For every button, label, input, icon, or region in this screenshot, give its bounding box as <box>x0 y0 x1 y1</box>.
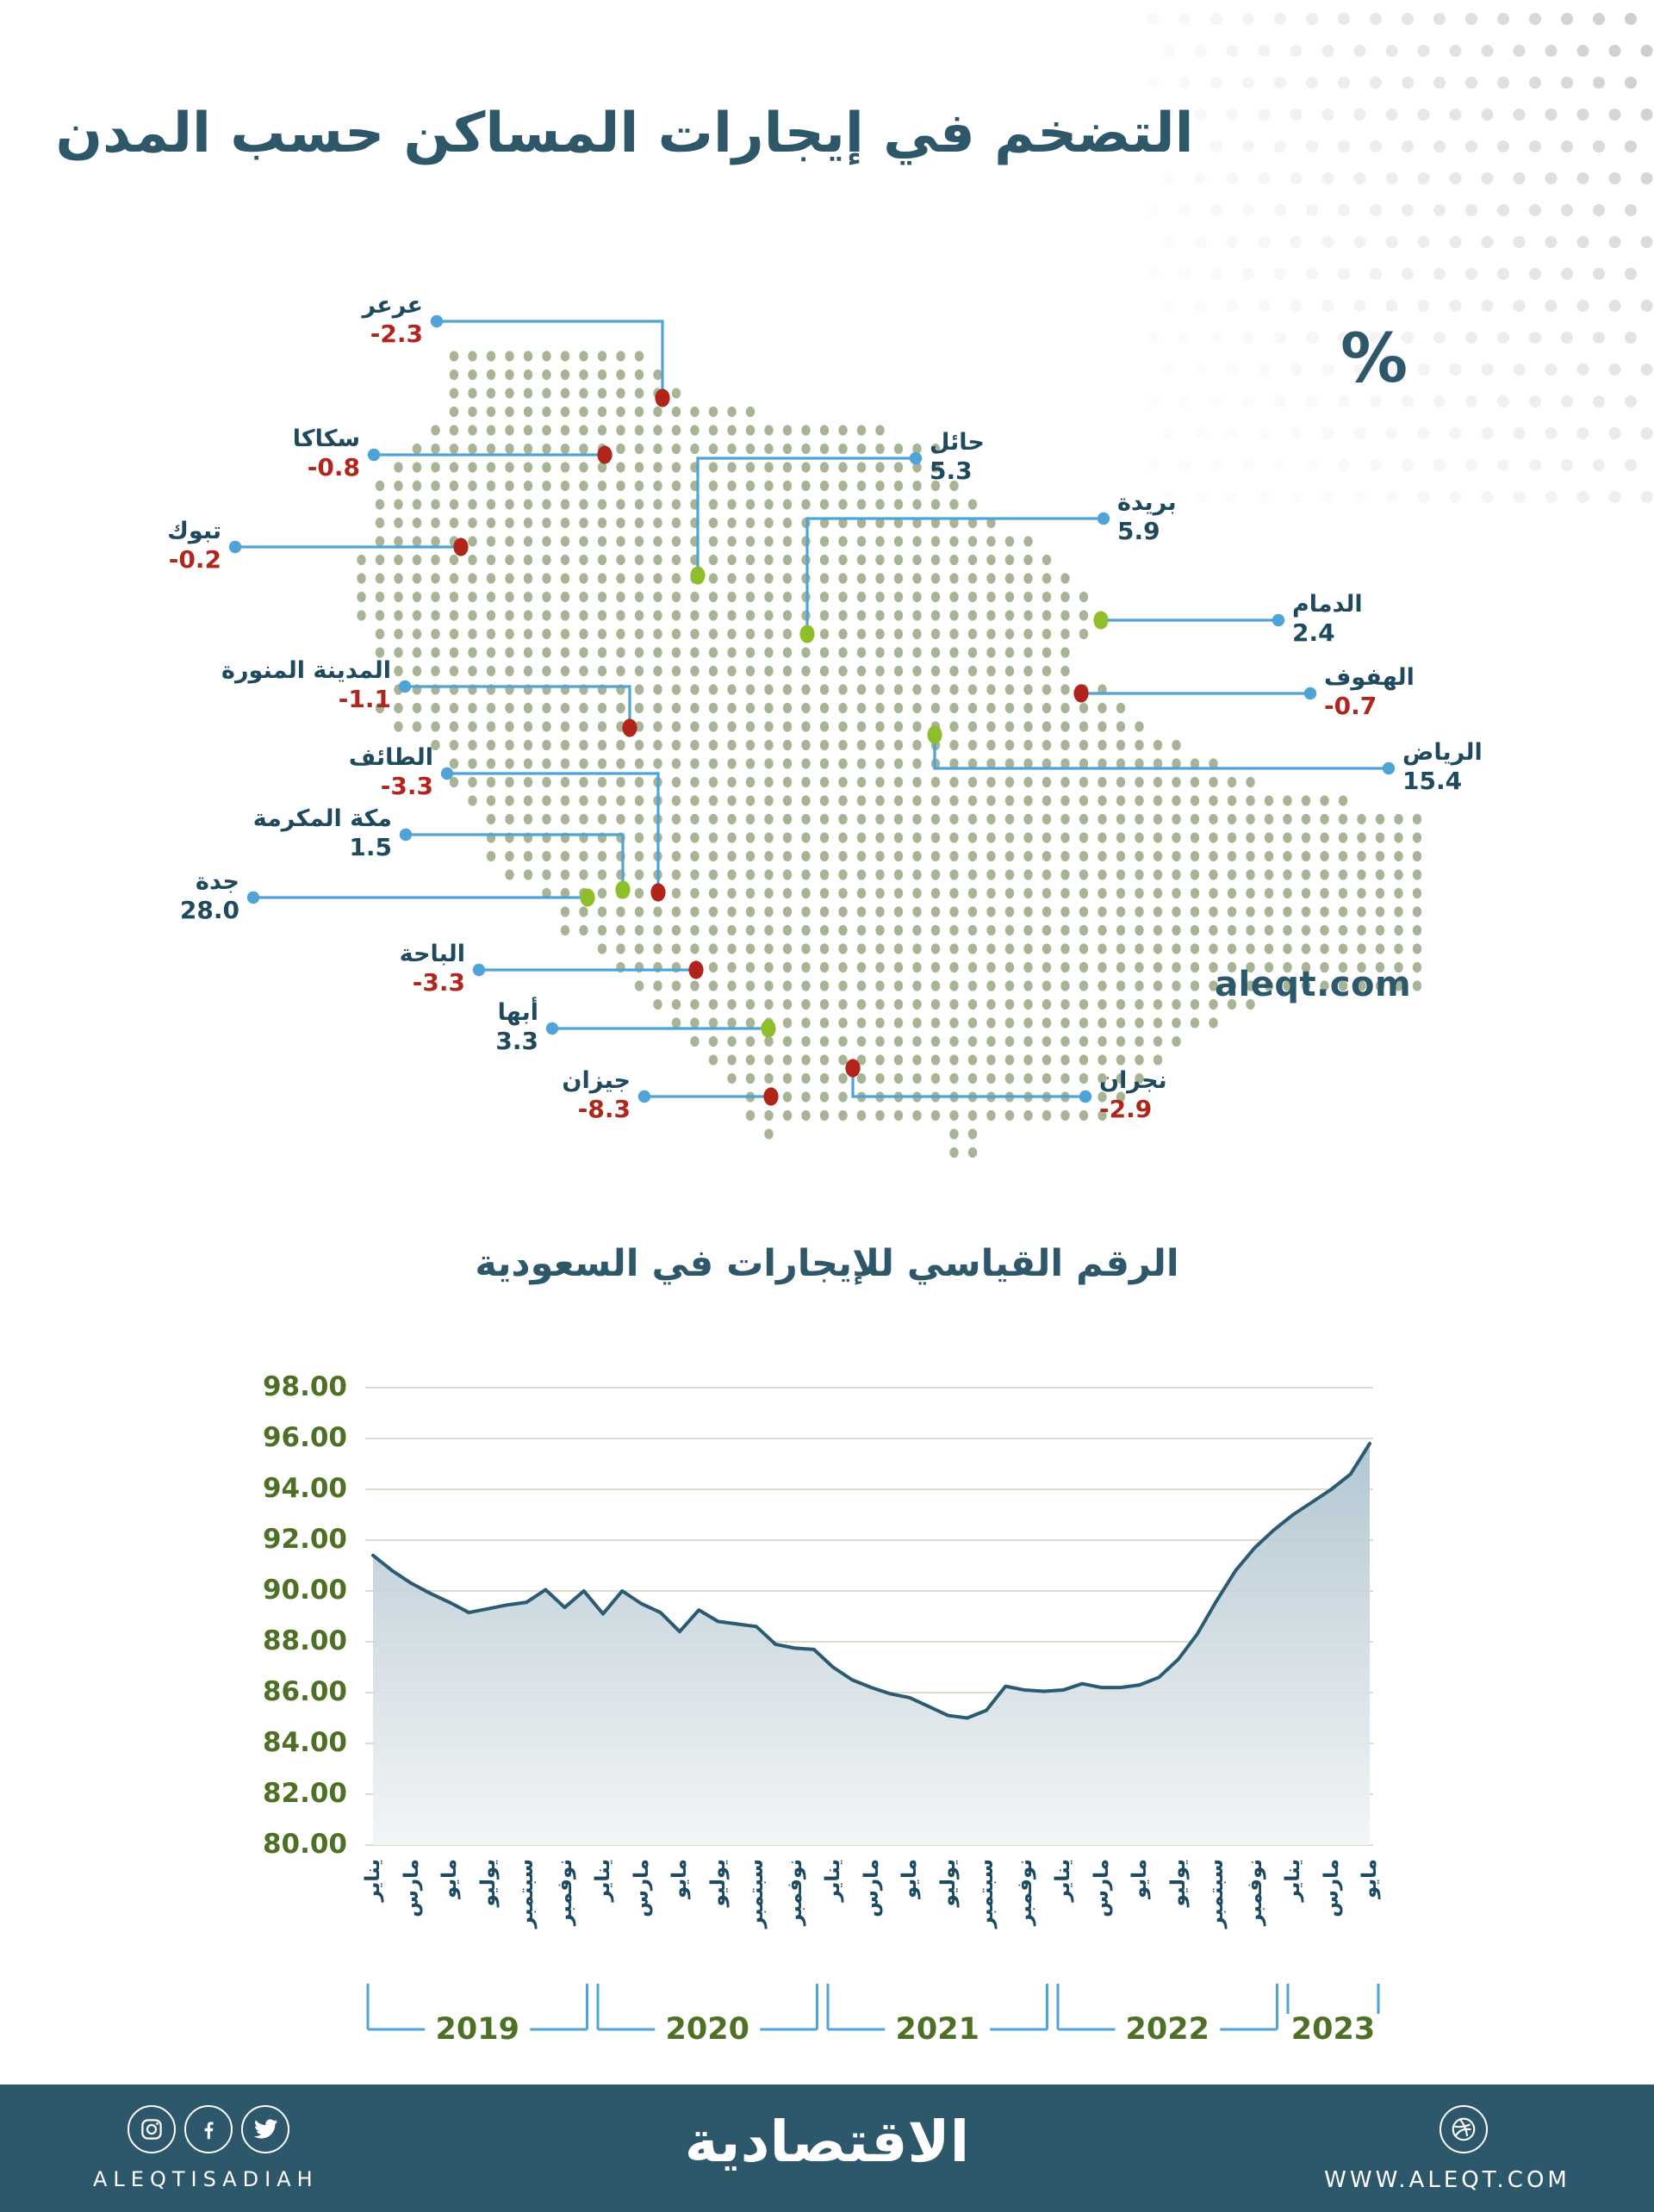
city-value: -2.9 <box>1099 1095 1153 1123</box>
halftone-corner-pattern <box>1147 13 1653 503</box>
city-value: -0.7 <box>1324 692 1377 720</box>
city-label <box>1324 663 1415 720</box>
city-label <box>562 1066 631 1123</box>
month-label: سبتمبر <box>745 1859 768 1929</box>
y-axis-tick: 98.00 <box>262 1371 347 1402</box>
month-label: مايو <box>1359 1859 1381 1898</box>
twitter-glyph <box>252 2116 278 2142</box>
y-axis-tick: 96.00 <box>262 1422 347 1453</box>
label-dot-9 <box>441 767 453 780</box>
city-name: حائل <box>930 429 985 456</box>
city-value: 1.5 <box>349 833 392 861</box>
dribbble-icon[interactable] <box>1439 2105 1488 2153</box>
area-fill <box>373 1444 1370 1845</box>
footer-bar <box>0 2085 1654 2212</box>
city-name: نجران <box>1099 1067 1167 1094</box>
city-label <box>1402 738 1483 795</box>
label-dot-11 <box>247 892 259 904</box>
city-name: بريدة <box>1117 489 1177 516</box>
city-value: 15.4 <box>1402 767 1463 795</box>
city-value: 3.3 <box>495 1027 538 1055</box>
social-icons <box>127 2105 289 2153</box>
month-label: يناير <box>362 1859 384 1902</box>
city-label <box>1117 488 1177 545</box>
label-dot-2 <box>229 541 241 553</box>
city-marker-2 <box>453 537 468 556</box>
month-label: نوفمبر <box>783 1859 806 1926</box>
city-marker-5 <box>1093 611 1108 629</box>
month-label: يناير <box>1052 1859 1074 1902</box>
city-marker-4 <box>799 624 814 643</box>
month-label: سبتمبر <box>515 1859 538 1929</box>
label-dot-10 <box>400 829 412 841</box>
city-name: الباحة <box>399 941 465 967</box>
city-value: -1.1 <box>338 685 391 713</box>
year-label-2022: 2022 <box>1116 2014 1220 2046</box>
dribbble-glyph <box>1450 2116 1477 2143</box>
month-label: مايو <box>668 1859 691 1898</box>
city-label <box>1292 590 1363 647</box>
label-dot-13 <box>546 1022 558 1035</box>
city-name: أبها <box>497 999 538 1026</box>
city-marker-12 <box>688 960 703 979</box>
city-value: -3.3 <box>412 968 465 997</box>
city-value: -8.3 <box>577 1095 631 1123</box>
city-name: جدة <box>196 868 239 895</box>
month-label: مارس <box>1090 1859 1113 1917</box>
facebook-glyph <box>196 2116 221 2142</box>
month-label: يوليو <box>936 1859 960 1907</box>
month-label: مارس <box>630 1859 653 1917</box>
month-label: مايو <box>1129 1859 1151 1898</box>
city-value: -0.8 <box>307 453 360 482</box>
facebook-icon[interactable] <box>184 2105 233 2153</box>
y-axis-tick: 86.00 <box>262 1676 347 1707</box>
month-label: مارس <box>400 1859 423 1917</box>
city-name: الدمام <box>1292 591 1363 618</box>
website-url[interactable]: WWW.ALEQT.COM <box>1324 2167 1570 2193</box>
aleqt-watermark[interactable]: aleqt.com <box>1215 965 1412 1004</box>
city-name: مكة المكرمة <box>252 805 392 832</box>
city-label <box>221 656 391 713</box>
y-axis-tick: 90.00 <box>262 1575 347 1606</box>
city-name: الهفوف <box>1324 664 1415 691</box>
city-name: سكاكا <box>292 426 360 452</box>
city-name: تبوك <box>167 518 221 544</box>
city-marker-8 <box>622 718 637 736</box>
label-dot-15 <box>1079 1090 1091 1103</box>
city-label <box>1099 1066 1167 1123</box>
label-dot-5 <box>1272 614 1284 626</box>
y-axis-tick: 84.00 <box>262 1727 347 1758</box>
label-dot-3 <box>910 452 922 464</box>
rent-index-chart <box>365 1388 1378 2029</box>
city-label <box>495 998 538 1055</box>
month-label: يوليو <box>476 1859 500 1907</box>
month-label: يناير <box>592 1859 614 1902</box>
city-label <box>400 940 465 997</box>
month-label: نوفمبر <box>553 1859 576 1926</box>
label-dot-6 <box>1304 687 1316 699</box>
city-marker-1 <box>597 445 612 463</box>
y-axis-tick: 82.00 <box>262 1778 347 1809</box>
month-label: مارس <box>1320 1859 1343 1917</box>
month-label: يناير <box>822 1859 844 1902</box>
year-label-2020: 2020 <box>656 2014 760 2046</box>
city-label <box>349 743 433 800</box>
city-marker-7 <box>927 725 942 743</box>
city-value: -0.2 <box>168 545 221 574</box>
month-label: يناير <box>1282 1859 1304 1902</box>
city-marker-10 <box>615 880 630 898</box>
city-label <box>167 517 221 574</box>
label-dot-7 <box>1383 762 1395 774</box>
city-name: عرعر <box>362 292 423 319</box>
city-marker-6 <box>1073 684 1088 702</box>
city-name: جيزان <box>562 1067 631 1094</box>
month-label: سبتمبر <box>1205 1859 1228 1929</box>
city-name: الرياض <box>1402 739 1483 766</box>
city-marker-0 <box>655 388 669 407</box>
label-dot-0 <box>431 315 443 327</box>
city-value: 28.0 <box>179 896 239 924</box>
city-marker-14 <box>763 1087 778 1105</box>
city-marker-13 <box>761 1019 775 1037</box>
year-label-2023: 2023 <box>1281 2014 1385 2046</box>
city-marker-15 <box>845 1059 860 1077</box>
city-value: -2.3 <box>370 320 423 348</box>
city-value: 5.3 <box>930 457 973 485</box>
y-axis-tick: 80.00 <box>262 1829 347 1860</box>
city-label <box>930 428 985 485</box>
label-dot-8 <box>399 680 411 693</box>
month-label: مارس <box>860 1859 883 1917</box>
month-label: يوليو <box>1166 1859 1190 1907</box>
label-dot-1 <box>368 449 380 461</box>
month-label: نوفمبر <box>1243 1859 1266 1926</box>
city-label <box>293 425 360 482</box>
month-label: يوليو <box>706 1859 730 1907</box>
year-label-2019: 2019 <box>426 2014 530 2046</box>
callout-line-9 <box>447 774 658 892</box>
callout-line-10 <box>406 835 623 890</box>
label-dot-4 <box>1097 513 1110 525</box>
month-label: مايو <box>438 1859 461 1898</box>
instagram-glyph <box>139 2116 165 2142</box>
instagram-icon[interactable] <box>127 2105 176 2153</box>
city-marker-11 <box>580 888 594 906</box>
city-name: المدينة المنورة <box>221 657 391 684</box>
month-label: نوفمبر <box>1013 1859 1036 1926</box>
twitter-icon[interactable] <box>241 2105 289 2153</box>
y-axis-tick: 94.00 <box>262 1473 347 1504</box>
city-marker-3 <box>690 566 705 584</box>
city-marker-9 <box>650 883 665 901</box>
y-axis-tick: 88.00 <box>262 1625 347 1656</box>
month-label: سبتمبر <box>975 1859 998 1929</box>
city-name: الطائف <box>348 744 433 771</box>
label-dot-14 <box>638 1090 650 1103</box>
city-label <box>180 867 239 924</box>
percent-symbol: % <box>1340 320 1408 398</box>
month-label: مايو <box>899 1859 921 1898</box>
year-label-2021: 2021 <box>886 2014 990 2046</box>
city-value: 2.4 <box>1292 618 1335 647</box>
label-dot-12 <box>473 964 485 976</box>
callout-line-15 <box>853 1068 1085 1097</box>
aleqtisadiah-logo: الاقتصادية <box>684 2109 970 2175</box>
chart-title: الرقم القياسي للإيجارات في السعودية <box>475 1242 1179 1285</box>
city-value: 5.9 <box>1117 517 1160 545</box>
y-axis-tick: 92.00 <box>262 1524 347 1555</box>
brand-name-en: ALEQTISADIAH <box>93 2167 319 2191</box>
page-title: التضخم في إيجارات المساكن حسب المدن <box>55 102 1194 165</box>
city-label <box>363 291 423 348</box>
city-label <box>253 805 392 861</box>
city-value: -3.3 <box>380 772 433 800</box>
